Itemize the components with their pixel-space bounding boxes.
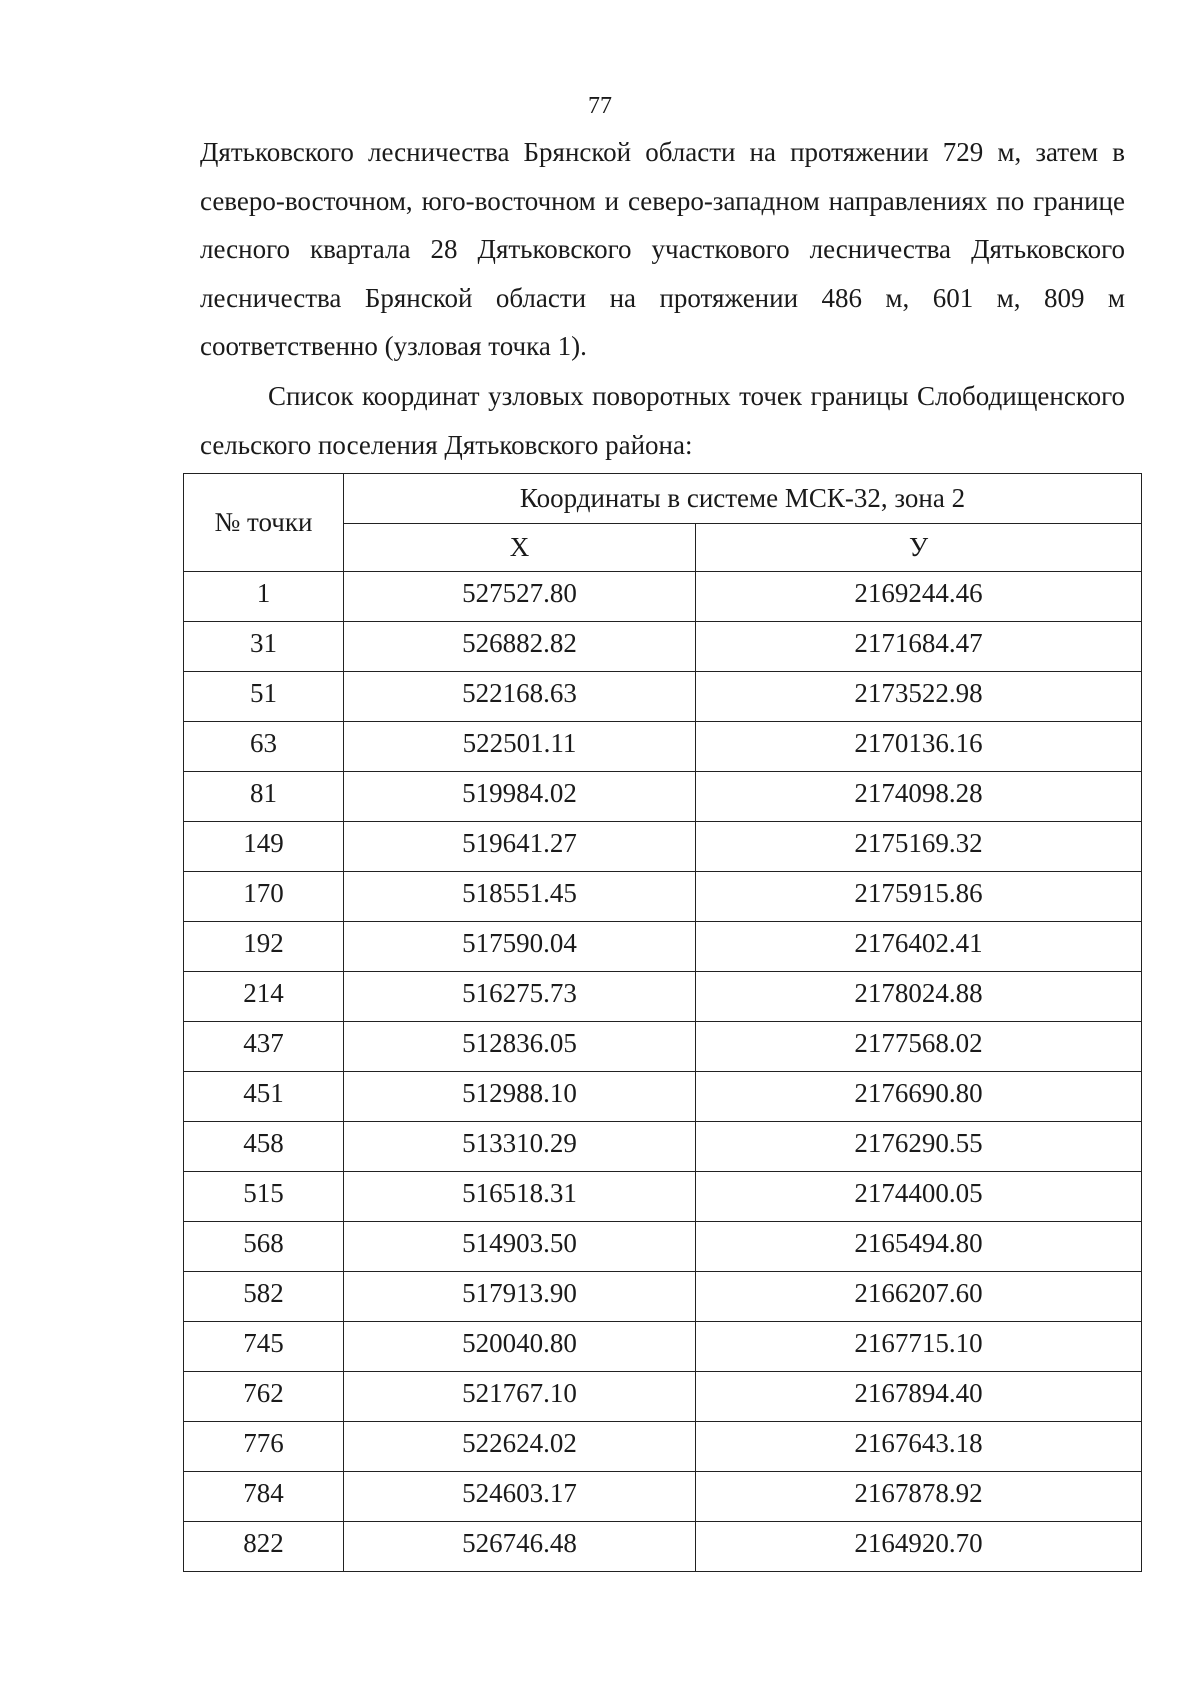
- x-coordinate-cell: 519984.02: [344, 772, 696, 822]
- y-coordinate-cell: 2165494.80: [696, 1222, 1142, 1272]
- x-coordinate-cell: 527527.80: [344, 572, 696, 622]
- y-coordinate-cell: 2164920.70: [696, 1522, 1142, 1572]
- table-row: [184, 1022, 1142, 1072]
- point-number-cell: 458: [184, 1122, 344, 1172]
- y-coordinate-cell: 2176402.41: [696, 922, 1142, 972]
- header-coordinate-system: Координаты в системе МСК-32, зона 2: [344, 474, 1142, 524]
- x-coordinate-cell: 521767.10: [344, 1372, 696, 1422]
- x-coordinate-cell: 512988.10: [344, 1072, 696, 1122]
- header-y: У: [696, 524, 1142, 572]
- y-coordinate-cell: 2174098.28: [696, 772, 1142, 822]
- x-coordinate-cell: 516518.31: [344, 1172, 696, 1222]
- table-row: [184, 1222, 1142, 1272]
- y-coordinate-cell: 2170136.16: [696, 722, 1142, 772]
- x-coordinate-cell: 522168.63: [344, 672, 696, 722]
- table-row: [184, 672, 1142, 722]
- y-coordinate-cell: 2176690.80: [696, 1072, 1142, 1122]
- point-number-cell: 63: [184, 722, 344, 772]
- header-x: Х: [344, 524, 696, 572]
- x-coordinate-cell: 517913.90: [344, 1272, 696, 1322]
- x-coordinate-cell: 513310.29: [344, 1122, 696, 1172]
- table-row: [184, 1172, 1142, 1222]
- point-number-cell: 515: [184, 1172, 344, 1222]
- table-row: [184, 1122, 1142, 1172]
- point-number-cell: 437: [184, 1022, 344, 1072]
- y-coordinate-cell: 2167715.10: [696, 1322, 1142, 1372]
- y-coordinate-cell: 2175915.86: [696, 872, 1142, 922]
- y-coordinate-cell: 2173522.98: [696, 672, 1142, 722]
- y-coordinate-cell: 2169244.46: [696, 572, 1142, 622]
- x-coordinate-cell: 517590.04: [344, 922, 696, 972]
- paragraph-boundary-description: Дятьковского лесничества Брянской области на протяжении 729 м, затем в северо-восточном, юго-восточном и северо-западном направлениях по границе лесного квартала 28 Дятьковского участкового лесничества Дятьковского лесничества Брянской области на протяжении 486 м, 601 м, 809 м соответственно (узловая точка 1).: [200, 137, 1125, 362]
- y-coordinate-cell: 2167878.92: [696, 1472, 1142, 1522]
- point-number-cell: 451: [184, 1072, 344, 1122]
- table-body: [184, 572, 1142, 1572]
- table-row: [184, 1472, 1142, 1522]
- table-row: [184, 1422, 1142, 1472]
- x-coordinate-cell: 512836.05: [344, 1022, 696, 1072]
- point-number-cell: 745: [184, 1322, 344, 1372]
- y-coordinate-cell: 2177568.02: [696, 1022, 1142, 1072]
- point-number-cell: 822: [184, 1522, 344, 1572]
- point-number-cell: 568: [184, 1222, 344, 1272]
- y-coordinate-cell: 2174400.05: [696, 1172, 1142, 1222]
- table-row: [184, 1522, 1142, 1572]
- page-number: 77: [588, 93, 612, 119]
- header-point-number: № точки: [184, 474, 344, 572]
- x-coordinate-cell: 526746.48: [344, 1522, 696, 1572]
- table-row: [184, 772, 1142, 822]
- point-number-cell: 776: [184, 1422, 344, 1472]
- paragraph-coordinates-intro: Список координат узловых поворотных точек границы Слободищенского сельского поселения Дятьковского района:: [200, 381, 1125, 460]
- point-number-cell: 192: [184, 922, 344, 972]
- point-number-cell: 51: [184, 672, 344, 722]
- table-row: [184, 722, 1142, 772]
- coordinates-table: [183, 473, 1142, 1572]
- table-row: [184, 922, 1142, 972]
- y-coordinate-cell: 2166207.60: [696, 1272, 1142, 1322]
- table-row: [184, 1072, 1142, 1122]
- point-number-cell: 149: [184, 822, 344, 872]
- y-coordinate-cell: 2167894.40: [696, 1372, 1142, 1422]
- point-number-cell: 214: [184, 972, 344, 1022]
- point-number-cell: 582: [184, 1272, 344, 1322]
- y-coordinate-cell: 2178024.88: [696, 972, 1142, 1022]
- x-coordinate-cell: 518551.45: [344, 872, 696, 922]
- table-row: [184, 1372, 1142, 1422]
- y-coordinate-cell: 2175169.32: [696, 822, 1142, 872]
- point-number-cell: 762: [184, 1372, 344, 1422]
- x-coordinate-cell: 522624.02: [344, 1422, 696, 1472]
- table-row: [184, 1322, 1142, 1372]
- table-row: [184, 622, 1142, 672]
- table-row: [184, 822, 1142, 872]
- y-coordinate-cell: 2176290.55: [696, 1122, 1142, 1172]
- x-coordinate-cell: 520040.80: [344, 1322, 696, 1372]
- point-number-cell: 784: [184, 1472, 344, 1522]
- point-number-cell: 31: [184, 622, 344, 672]
- table-row: [184, 972, 1142, 1022]
- point-number-cell: 1: [184, 572, 344, 622]
- x-coordinate-cell: 516275.73: [344, 972, 696, 1022]
- x-coordinate-cell: 522501.11: [344, 722, 696, 772]
- table-row: [184, 1272, 1142, 1322]
- x-coordinate-cell: 519641.27: [344, 822, 696, 872]
- table-row: [184, 872, 1142, 922]
- x-coordinate-cell: 514903.50: [344, 1222, 696, 1272]
- y-coordinate-cell: 2171684.47: [696, 622, 1142, 672]
- point-number-cell: 170: [184, 872, 344, 922]
- x-coordinate-cell: 524603.17: [344, 1472, 696, 1522]
- x-coordinate-cell: 526882.82: [344, 622, 696, 672]
- y-coordinate-cell: 2167643.18: [696, 1422, 1142, 1472]
- table-row: [184, 572, 1142, 622]
- point-number-cell: 81: [184, 772, 344, 822]
